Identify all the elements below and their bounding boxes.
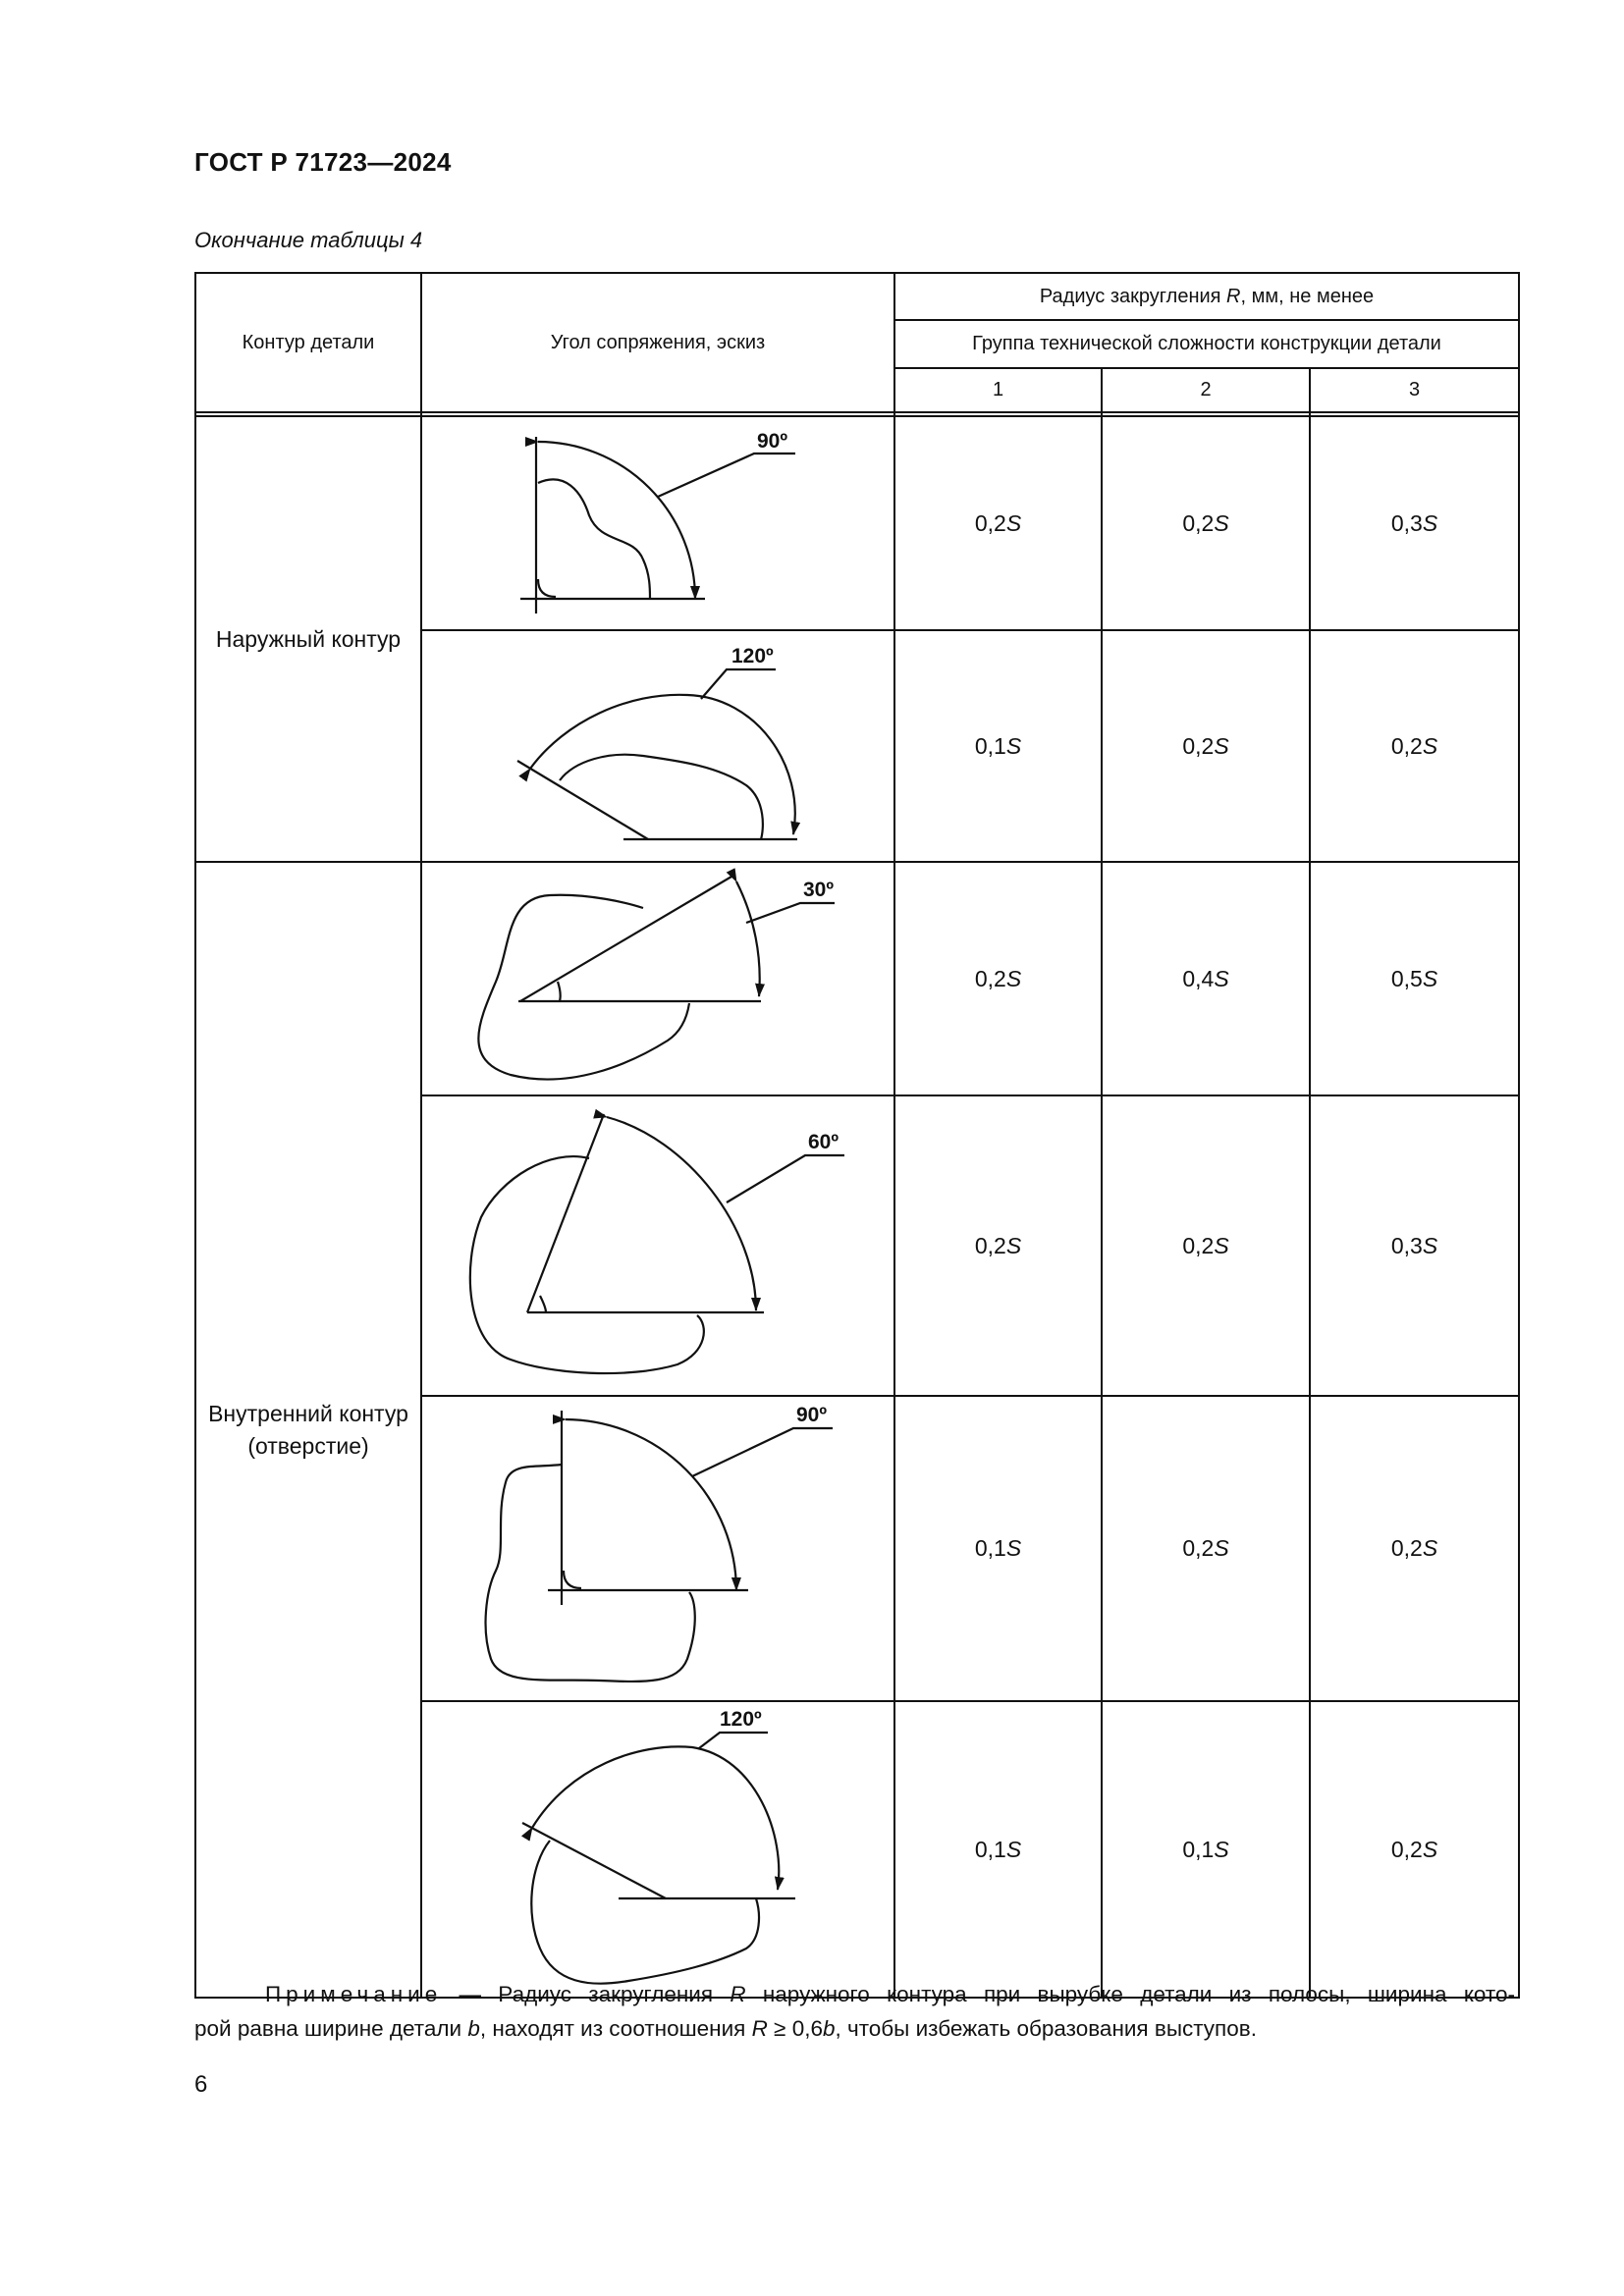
page-number: 6 (194, 2071, 208, 2098)
sketch-inner-120 (522, 1733, 795, 1984)
angle-label: 120º (720, 1708, 762, 1731)
angle-label: 90º (757, 430, 788, 453)
angle-label: 30º (803, 879, 835, 901)
value-number: 0,2 (1182, 732, 1215, 759)
value-symbol: S (1005, 732, 1022, 759)
value-symbol: S (1422, 1535, 1438, 1561)
value-symbol: S (1005, 1232, 1022, 1258)
value-symbol: S (1214, 732, 1229, 759)
value-symbol: S (1214, 965, 1229, 991)
value-number: 0,3 (1390, 1232, 1423, 1258)
value-number: 0,1 (1182, 1836, 1215, 1862)
value-symbol: S (1005, 509, 1022, 536)
value-number: 0,2 (1182, 1535, 1215, 1561)
value-number: 0,2 (1390, 1836, 1423, 1862)
note-text: наружного контура при вырубке детали из полосы, ширина кото- (745, 1982, 1515, 2006)
value-number: 0,2 (974, 509, 1006, 536)
note-formula-mid: ≥ 0,6 (767, 2015, 823, 2041)
value-symbol: S (1422, 732, 1438, 759)
sketch-inner-60 (470, 1114, 844, 1373)
value-symbol: S (1214, 1535, 1229, 1561)
value-symbol: S (1214, 1836, 1229, 1862)
header-col-1: 1 (992, 379, 1004, 400)
note-var-r: R (730, 1982, 746, 2006)
value-number: 0,1 (974, 1836, 1006, 1862)
value-number: 0,1 (974, 1535, 1006, 1561)
note-text: рой равна ширине детали (194, 2015, 468, 2041)
value-number: 0,3 (1390, 509, 1423, 536)
note-line-2 (194, 2012, 1515, 2047)
value-number: 0,2 (1390, 1535, 1423, 1561)
value-number: 0,2 (974, 965, 1006, 991)
header-col-2: 2 (1200, 379, 1212, 400)
value-symbol: S (1005, 1535, 1022, 1561)
sketch-outer-120 (517, 669, 797, 839)
note-line-1 (194, 1978, 1515, 2012)
angle-label: 120º (731, 645, 774, 667)
value-symbol: S (1422, 1836, 1438, 1862)
header-col-3: 3 (1408, 379, 1421, 400)
header-radius-var: R (1226, 285, 1241, 307)
group-inner-contour: Внутренний контур (отверстие) (208, 1401, 408, 1459)
value-symbol: S (1005, 1836, 1022, 1862)
note-formula-r: R (751, 2015, 768, 2041)
value-symbol: S (1422, 965, 1438, 991)
value-symbol: S (1214, 1232, 1229, 1258)
sketch-inner-30 (478, 877, 835, 1080)
value-symbol: S (1214, 509, 1229, 536)
document-title: ГОСТ Р 71723—2024 (194, 147, 452, 177)
note-text: , находят из соотношения (479, 2015, 752, 2041)
value-number: 0,2 (974, 1232, 1006, 1258)
table-caption: Окончание таблицы 4 (194, 228, 423, 252)
note-var-b: b (467, 2015, 480, 2041)
angle-label: 60º (808, 1131, 839, 1153)
note-text: — Радиус закругления (442, 1982, 731, 2006)
note-formula-b: b (822, 2015, 836, 2041)
header-contour: Контур детали (242, 331, 375, 353)
header-radius-pre: Радиус закругления (1039, 285, 1227, 307)
sketch-outer-90 (520, 437, 795, 614)
note-text: , чтобы избежать образования выступов. (835, 2015, 1257, 2041)
value-number: 0,2 (1390, 732, 1423, 759)
value-number: 0,2 (1182, 509, 1215, 536)
sketch-inner-90 (486, 1411, 833, 1682)
value-number: 0,4 (1182, 965, 1215, 991)
header-radius-post: , мм, не менее (1240, 285, 1375, 307)
table-note (194, 1978, 1515, 2047)
value-number: 0,5 (1390, 965, 1423, 991)
angle-label: 90º (796, 1404, 828, 1426)
value-number: 0,2 (1182, 1232, 1215, 1258)
value-symbol: S (1422, 509, 1438, 536)
header-group: Группа технической сложности конструкции детали (972, 333, 1441, 354)
value-symbol: S (1422, 1232, 1438, 1258)
value-number: 0,1 (974, 732, 1006, 759)
value-symbol: S (1005, 965, 1022, 991)
note-label: Примечание (265, 1982, 443, 2006)
header-angle: Угол сопряжения, эскиз (550, 331, 766, 353)
group-outer-contour: Наружный контур (215, 625, 402, 652)
